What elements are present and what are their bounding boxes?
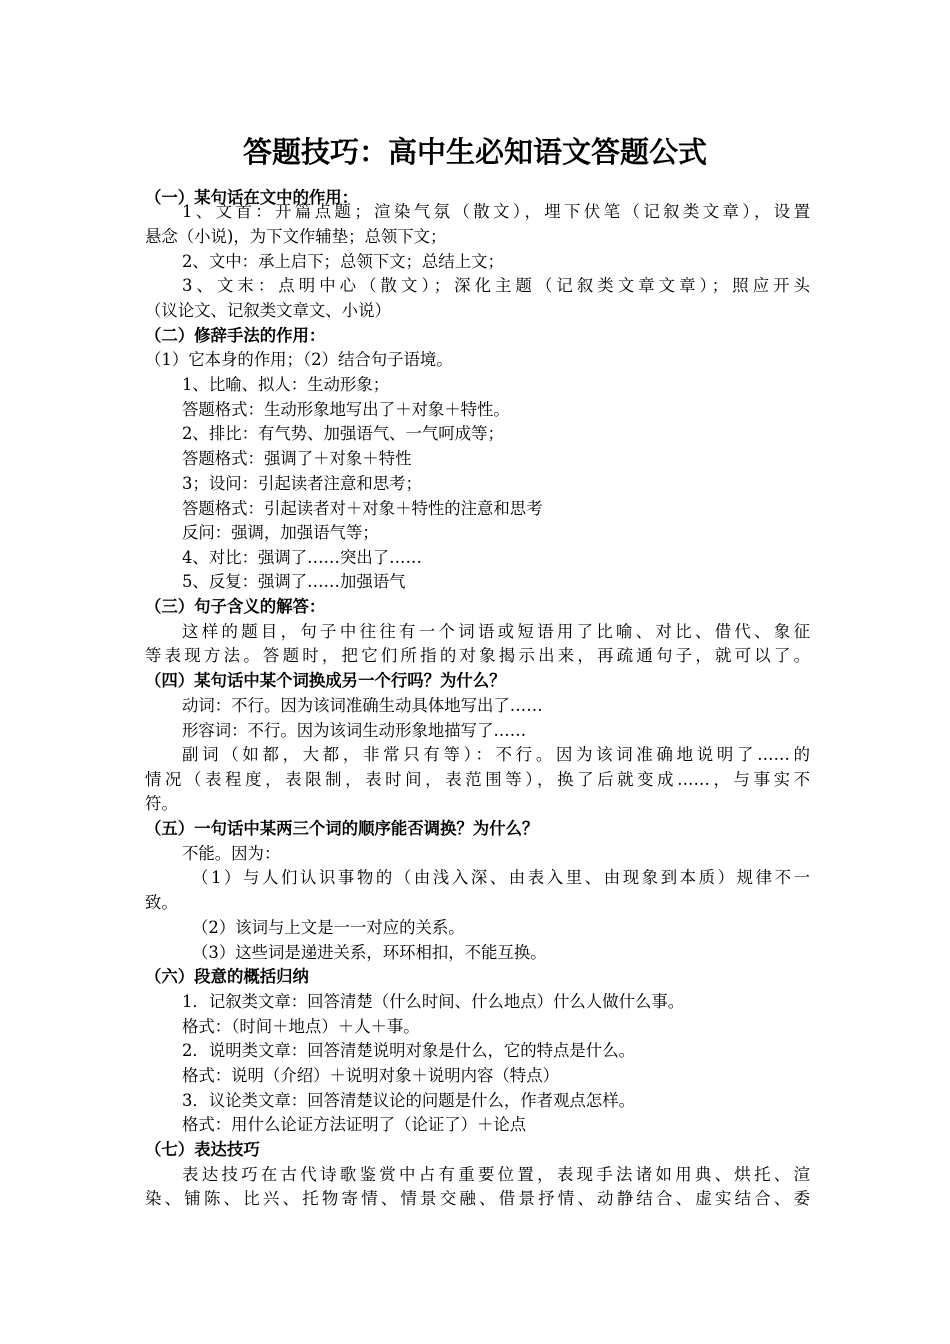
paragraph-line: （3）这些词是递进关系，环环相扣，不能互换。 bbox=[192, 943, 547, 962]
paragraph-line: （议论文、记叙类文章文、小说） bbox=[145, 301, 391, 320]
paragraph-line: 形容词：不行。因为该词生动形象地描写了…… bbox=[182, 721, 527, 740]
paragraph-line: 1、文首：开篇点题；渲染气氛（散文），埋下伏笔（记叙类文章），设置 bbox=[182, 202, 810, 221]
section-heading: （五）一句话中某两三个词的顺序能否调换？为什么？ bbox=[145, 819, 539, 838]
paragraph-line: 等表现方法。答题时，把它们所指的对象揭示出来，再疏通句子，就可以了。 bbox=[145, 646, 810, 665]
section-heading: （三）句子含义的解答： bbox=[145, 597, 326, 616]
paragraph-line: （1）它本身的作用；（2）结合句子语境。 bbox=[145, 350, 453, 369]
paragraph-line: 3．议论类文章：回答清楚议论的问题是什么，作者观点怎样。 bbox=[182, 1091, 635, 1110]
paragraph-line: 3；设问：引起读者注意和思考； bbox=[182, 474, 422, 493]
paragraph-line: 1．记叙类文章：回答清楚（什么时间、什么地点）什么人做什么事。 bbox=[182, 992, 685, 1011]
section-heading: （七）表达技巧 bbox=[145, 1140, 260, 1159]
paragraph-line: 不能。因为： bbox=[182, 844, 281, 863]
paragraph-line: 5、反复：强调了……加强语气 bbox=[182, 572, 406, 591]
paragraph-line: 答题格式：生动形象地写出了＋对象＋特性。 bbox=[182, 400, 510, 419]
paragraph-line: 副词（如都，大都，非常只有等）：不行。因为该词准确地说明了……的 bbox=[182, 745, 810, 764]
paragraph-line: 3、文末：点明中心（散文）；深化主题（记叙类文章文章）；照应开头 bbox=[182, 276, 810, 295]
paragraph-line: 答题格式：引起读者对＋对象＋特性的注意和思考 bbox=[182, 499, 543, 518]
paragraph-line: 2、排比：有气势、加强语气、一气呵成等； bbox=[182, 424, 504, 443]
paragraph-line: 这样的题目，句子中往往有一个词语或短语用了比喻、对比、借代、象征 bbox=[182, 622, 810, 641]
section-heading: （四）某句话中某个词换成另一个行吗？为什么？ bbox=[145, 671, 506, 690]
paragraph-line: 符。 bbox=[145, 794, 178, 813]
document-title: 答题技巧：高中生必知语文答题公式 bbox=[242, 135, 707, 169]
paragraph-line: （2）该词与上文是一一对应的关系。 bbox=[192, 918, 465, 937]
section-heading: （一）某句话在文中的作用： bbox=[145, 188, 359, 207]
paragraph-line: 情况（表程度，表限制，表时间，表范围等），换了后就变成……，与事实不 bbox=[145, 770, 810, 789]
section-heading: （六）段意的概括归纳 bbox=[145, 967, 309, 986]
paragraph-line: 格式：（时间＋地点）＋人＋事。 bbox=[182, 1017, 420, 1036]
paragraph-line: 染、铺陈、比兴、托物寄情、情景交融、借景抒情、动静结合、虚实结合、委 bbox=[145, 1189, 810, 1208]
paragraph-line: 2．说明类文章：回答清楚说明对象是什么，它的特点是什么。 bbox=[182, 1041, 635, 1060]
section-heading: （二）修辞手法的作用： bbox=[145, 326, 326, 345]
paragraph-line: 动词：不行。因为该词准确生动具体地写出了…… bbox=[182, 696, 543, 715]
paragraph-line: 格式：说明（介绍）＋说明对象＋说明内容（特点） bbox=[182, 1066, 559, 1085]
paragraph-line: （1）与人们认识事物的（由浅入深、由表入里、由现象到本质）规律不一 bbox=[192, 868, 810, 887]
paragraph-line: 表达技巧在古代诗歌鉴赏中占有重要位置，表现手法诸如用典、烘托、渲 bbox=[182, 1165, 810, 1184]
paragraph-line: 格式：用什么论证方法证明了（论证了）＋论点 bbox=[182, 1115, 527, 1134]
paragraph-line: 反问：强调，加强语气等； bbox=[182, 523, 379, 542]
paragraph-line: 悬念（小说)，为下文作辅垫；总领下文； bbox=[145, 227, 447, 246]
paragraph-line: 4、对比：强调了……突出了…… bbox=[182, 548, 422, 567]
paragraph-line: 1、比喻、拟人：生动形象； bbox=[182, 375, 390, 394]
paragraph-line: 致。 bbox=[145, 893, 178, 912]
paragraph-line: 2、文中：承上启下；总领下文；总结上文； bbox=[182, 252, 504, 271]
paragraph-line: 答题格式：强调了＋对象＋特性 bbox=[182, 449, 412, 468]
